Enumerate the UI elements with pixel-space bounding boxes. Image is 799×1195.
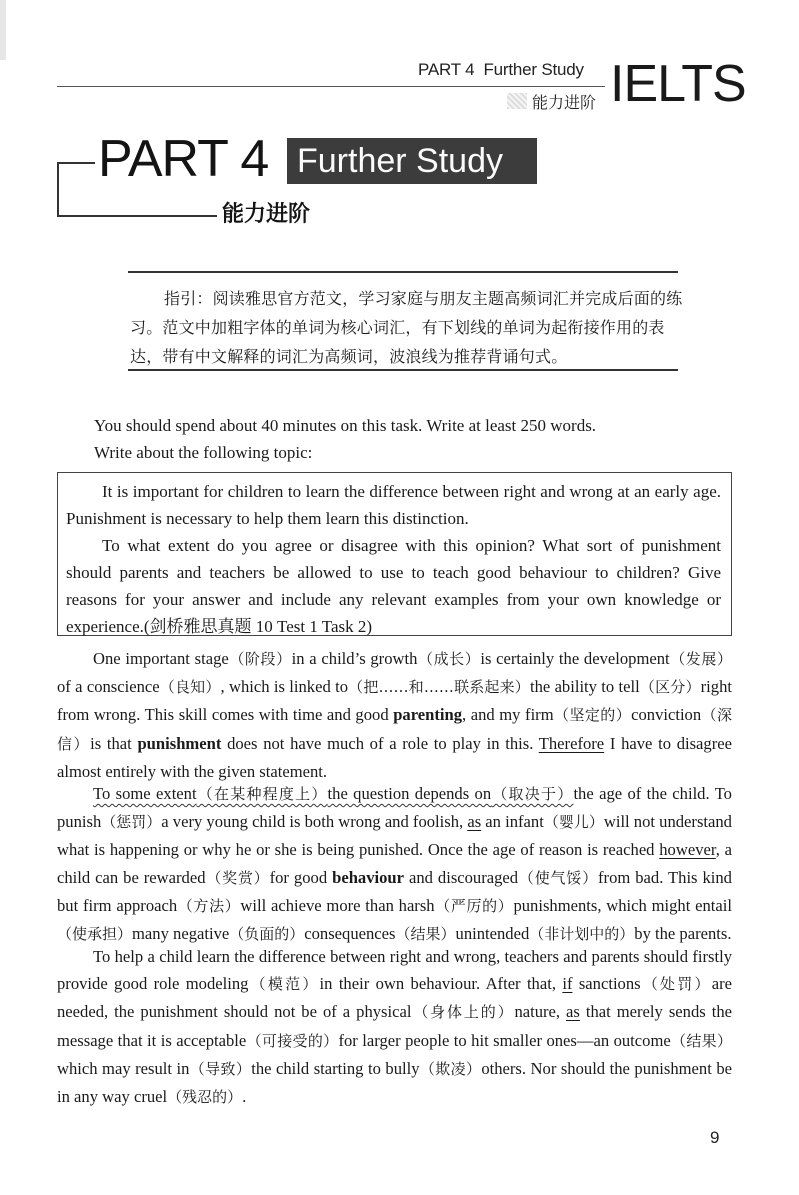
page-edge-shadow bbox=[0, 0, 6, 60]
instruction-line-1: You should spend about 40 minutes on this task. Write at least 250 words. bbox=[94, 416, 597, 435]
chinese-gloss: （把……和……联系起来） bbox=[348, 678, 530, 697]
essay-text: the age of the child. To punish bbox=[57, 784, 732, 832]
core-word: punishment bbox=[137, 733, 222, 753]
chinese-gloss: （阶段） bbox=[228, 650, 292, 668]
chinese-gloss: （深信） bbox=[57, 706, 732, 753]
chinese-gloss: （奖赏） bbox=[205, 868, 270, 887]
chinese-gloss: （坚定的） bbox=[553, 706, 632, 725]
essay-text: One important stage bbox=[93, 649, 229, 668]
topic-text bbox=[66, 478, 721, 640]
essay-paragraph-2 bbox=[57, 780, 732, 948]
essay-text: sanctions bbox=[572, 974, 641, 994]
core-word: behaviour bbox=[332, 867, 405, 887]
header-section-label: Further Study bbox=[483, 60, 584, 79]
guide-text: 指引：阅读雅思官方范文，学习家庭与朋友主题高频词汇并完成后面的练习。范文中加粗字体的单词为核心词汇，有下划线的单词为起衔接作用的表达，带有中文解释的词汇为高频词，波浪线为推荐背诵句式。 bbox=[130, 289, 683, 366]
header-rule bbox=[57, 86, 605, 87]
running-header-part bbox=[418, 60, 593, 80]
page-title-part: PART 4 bbox=[98, 130, 269, 188]
essay-text: unintended bbox=[455, 924, 530, 944]
essay-text: of a conscience bbox=[57, 677, 160, 697]
essay-text: for larger people to hit smaller ones—an outcome bbox=[338, 1030, 671, 1050]
topic-paragraph-1: It is important for children to learn the difference between right and wrong at an early age. Punishment is necessary to help them learn this distinction. bbox=[66, 482, 721, 528]
guide-rule-bottom bbox=[128, 369, 678, 371]
chinese-gloss: （成长） bbox=[417, 650, 481, 668]
linking-word: as bbox=[467, 812, 482, 832]
essay-text: are needed, the punishment should not be of a physical bbox=[57, 974, 732, 1022]
linking-word: if bbox=[562, 974, 573, 994]
chinese-gloss: （区分） bbox=[639, 678, 701, 697]
page-title-cn: 能力进阶 bbox=[222, 202, 311, 227]
header-decoration-icon bbox=[507, 93, 527, 109]
core-word: parenting bbox=[393, 705, 463, 725]
header-section-cn: 能力进阶 bbox=[532, 93, 597, 112]
essay-paragraph-3 bbox=[57, 943, 732, 1111]
chinese-gloss: （在某种程度上） bbox=[196, 785, 328, 803]
chinese-gloss: （非计划中的） bbox=[529, 925, 635, 944]
title-bracket-top bbox=[57, 162, 95, 164]
essay-text: that merely sends the message that it is acceptable bbox=[57, 1002, 732, 1050]
recommended-phrase bbox=[93, 784, 573, 803]
chinese-gloss: （使气馁） bbox=[518, 868, 599, 887]
essay-text: in a child’s growth bbox=[291, 649, 418, 668]
essay-text: To help a child learn the difference between right and wrong, teachers and parents should firstly provide good role modeling bbox=[57, 947, 732, 994]
linking-word: Therefore bbox=[538, 733, 605, 753]
guide-rule-top bbox=[128, 271, 678, 273]
title-bracket-bottom bbox=[57, 215, 217, 217]
page-title-section: Further Study bbox=[297, 142, 503, 180]
essay-text: is certainly the development bbox=[480, 649, 670, 668]
essay-text: and discouraged bbox=[404, 867, 519, 887]
chinese-gloss: （结果） bbox=[670, 1031, 732, 1050]
chinese-gloss: （模范） bbox=[248, 975, 320, 994]
essay-text: many negative bbox=[132, 924, 230, 944]
essay-text: in their own behaviour. After that, bbox=[319, 974, 563, 994]
essay-text: , which is linked to bbox=[220, 677, 348, 697]
chinese-gloss: （负面的） bbox=[229, 925, 305, 944]
chinese-gloss: （严厉的） bbox=[434, 896, 514, 915]
chinese-gloss: （婴儿） bbox=[543, 813, 604, 832]
linking-word: as bbox=[566, 1002, 580, 1022]
essay-text: . bbox=[242, 1087, 247, 1107]
essay-text: by the parents. bbox=[634, 924, 732, 944]
essay-text: a very young child is both wrong and foolish, bbox=[161, 812, 468, 832]
header-brand-ielts: IELTS bbox=[610, 55, 746, 113]
essay-text: , and my firm bbox=[462, 705, 554, 725]
essay-text: does not have much of a role to play in this. bbox=[221, 733, 539, 753]
essay-text: , a child can be rewarded bbox=[57, 840, 732, 887]
essay-text: which may result in bbox=[57, 1058, 190, 1078]
chinese-gloss: （使承担） bbox=[57, 925, 133, 944]
instruction-line-2: Write about the following topic: bbox=[94, 443, 313, 462]
chinese-gloss: （处罚） bbox=[640, 975, 712, 994]
chinese-gloss: （可接受的） bbox=[246, 1031, 339, 1050]
essay-text: punishments, which might entail bbox=[513, 895, 732, 915]
chinese-gloss: （结果） bbox=[395, 925, 456, 944]
chinese-gloss: （良知） bbox=[159, 678, 221, 697]
essay-text: an infant bbox=[481, 812, 544, 832]
chinese-gloss: （欺凌） bbox=[419, 1059, 482, 1078]
essay-text: nature, bbox=[514, 1002, 567, 1022]
chinese-gloss: （取决于） bbox=[491, 785, 574, 803]
essay-text: from bad. This kind but firm approach bbox=[57, 867, 732, 915]
essay-text: will achieve more than harsh bbox=[240, 895, 435, 915]
essay-text: is that bbox=[90, 733, 138, 753]
essay-text: others. Nor should the punishment be in any way cruel bbox=[57, 1058, 732, 1107]
topic-paragraph-2: To what extent do you agree or disagree with this opinion? What sort of punishment should parents and teachers be allowed to use to teach good behaviour to children? Give reasons for your answer and include any relevant examples from your own knowledge or experience.(剑桥雅思真题 10 Test 1 Task 2) bbox=[66, 536, 721, 636]
essay-text: the child starting to bully bbox=[251, 1058, 420, 1078]
page-number: 9 bbox=[710, 1128, 720, 1147]
chinese-gloss: （发展） bbox=[669, 650, 732, 668]
header-part-label: PART 4 bbox=[418, 60, 475, 79]
chinese-gloss: （身体上的） bbox=[411, 1003, 515, 1022]
linking-word: however bbox=[659, 840, 716, 860]
essay-text: the ability to tell bbox=[529, 677, 640, 697]
essay-text: consequences bbox=[304, 924, 396, 944]
essay-text: To some extent bbox=[93, 784, 197, 803]
chinese-gloss: （惩罚） bbox=[101, 813, 162, 832]
chinese-gloss: （残忍的） bbox=[167, 1088, 243, 1107]
essay-text: for good bbox=[269, 867, 333, 887]
essay-text: the question depends on bbox=[327, 784, 492, 803]
essay-text: right from wrong. This skill comes with time and good bbox=[57, 677, 732, 725]
chinese-gloss: （方法） bbox=[177, 896, 241, 915]
essay-text: I have to disagree almost entirely with the given statement. bbox=[57, 733, 732, 781]
essay-text: will not understand what is happening or why he or she is being punished. Once the age of reason is reached bbox=[57, 812, 732, 860]
title-bracket bbox=[57, 162, 59, 216]
essay-paragraph-1 bbox=[57, 645, 732, 785]
essay-text: conviction bbox=[631, 705, 702, 725]
chinese-gloss: （导致） bbox=[189, 1059, 252, 1078]
